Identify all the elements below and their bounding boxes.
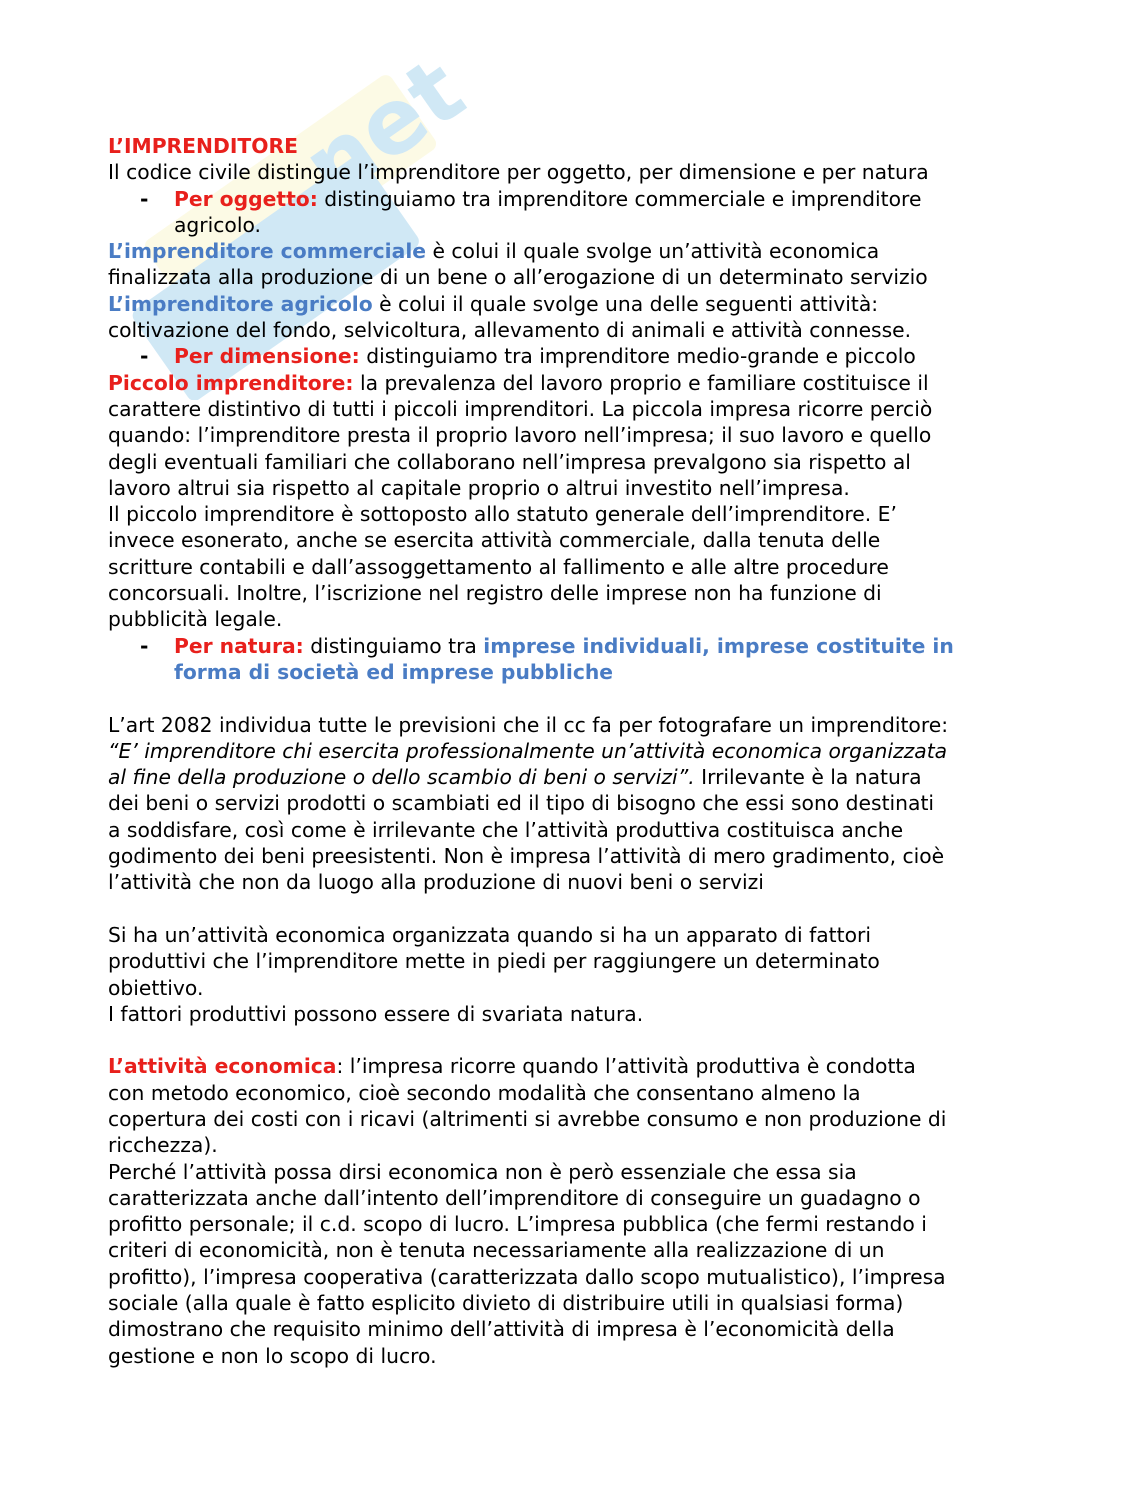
bullet-natura [108,633,1048,659]
paragraph-line: Perché l’attività possa dirsi economica non è però essenziale che essa sia [108,1159,857,1184]
agricolo-label: L’imprenditore agricolo [108,291,373,316]
paragraph-line: dei beni o servizi prodotti o scambiati ed il tipo di bisogno che essi sono destinati [108,791,935,816]
dimensione-label: Per dimensione: [174,344,360,369]
paragraph-line: dimostrano che requisito minimo dell’attività di impresa è l’economicità della [108,1317,895,1342]
economica-text: : l’impresa ricorre quando l’attività produttiva è condotta [336,1054,916,1079]
agricolo-text-cont: coltivazione del fondo, selvicoltura, allevamento di animali e attività connesse. [108,318,912,343]
dimensione-text: distinguiamo tra imprenditore medio-grande e piccolo [359,344,916,369]
natura-types-cont: forma di società ed imprese pubbliche [174,659,614,684]
page-title: L’IMPRENDITORE [108,134,298,158]
paragraph-line: criteri di economicità, non è tenuta necessariamente alla realizzazione di un [108,1238,885,1263]
paragraph-line: con metodo economico, cioè secondo modalità che consentano almeno la [108,1080,861,1105]
oggetto-text: distinguiamo tra imprenditore commerciale e imprenditore [317,186,922,211]
paragraph-line: quando: l’imprenditore presta il proprio lavoro nell’impresa; il suo lavoro e quello [108,423,932,448]
commerciale-text-cont: finalizzata alla produzione di un bene o all’erogazione di un determinato servizio [108,265,928,290]
piccolo-text: la prevalenza del lavoro proprio e familiare costituisce il [353,370,929,395]
commerciale-text: è colui il quale svolge un’attività economica [426,239,880,264]
paragraph-line: gestione e non lo scopo di lucro. [108,1343,437,1368]
paragraph-line: a soddisfare, così come è irrilevante che l’attività produttiva costituisca anche [108,817,904,842]
bullet-dash: - [140,186,149,211]
paragraph-line: carattere distintivo di tutti i piccoli imprenditori. La piccola impresa ricorre perciò [108,396,933,421]
paragraph-line: profitto), l’impresa cooperativa (caratterizzata dallo scopo mutualistico), l’impresa [108,1264,946,1289]
agricolo-text: è colui il quale svolge una delle seguenti attività: [372,291,879,316]
art2082-intro: L’art 2082 individua tutte le previsioni che il cc fa per fotografare un imprenditore: [108,712,949,737]
oggetto-label: Per oggetto: [174,186,318,211]
watermark-text: net [284,37,483,221]
paragraph-line: Si ha un’attività economica organizzata quando si ha un apparato di fattori [108,922,871,947]
intro-line: Il codice civile distingue l’imprenditore per oggetto, per dimensione e per natura [108,160,929,185]
paragraph-line: godimento dei beni preesistenti. Non è impresa l’attività di mero gradimento, cioè [108,844,945,869]
economica-label: L’attività economica [108,1054,337,1079]
piccolo-label: Piccolo imprenditore: [108,370,354,395]
paragraph-line: degli eventuali familiari che collaborano nell’impresa prevalgono sia rispetto al [108,449,911,474]
paragraph-line: profitto personale; il c.d. scopo di lucro. L’impresa pubblica (che fermi restando i [108,1212,927,1237]
paragraph-line: lavoro altrui sia rispetto al capitale proprio o altrui investito nell’impresa. [108,475,850,500]
bullet-oggetto [108,186,1048,212]
paragraph-line: Il piccolo imprenditore è sottoposto allo statuto generale dell’imprenditore. E’ [108,502,897,527]
natura-text: distinguiamo tra [303,633,484,658]
paragraph-line: invece esonerato, anche se esercita attività commerciale, dalla tenuta delle [108,528,881,553]
paragraph-line: scritture contabili e dall’assoggettamento al fallimento e alle altre procedure [108,554,889,579]
art2082-quote-cont: al fine della produzione o dello scambio di beni o servizi”. [108,765,695,790]
bullet-dimensione [108,343,1048,369]
bullet-dash: - [140,344,149,369]
paragraph-line: l’attività che non da luogo alla produzione di nuovi beni o servizi [108,870,764,895]
commerciale-label: L’imprenditore commerciale [108,239,427,264]
oggetto-text-cont: agricolo. [174,212,261,237]
paragraph-line: I fattori produttivi possono essere di svariata natura. [108,1001,644,1026]
art2082-after-quote: Irrilevante è la natura [694,765,922,790]
paragraph-line: produttivi che l’imprenditore mette in piedi per raggiungere un determinato [108,949,880,974]
paragraph-line: obiettivo. [108,975,204,1000]
paragraph-line: concorsuali. Inoltre, l’iscrizione nel registro delle imprese non ha funzione di [108,581,882,606]
paragraph-line: sociale (alla quale è fatto esplicito divieto di distribuire utili in qualsiasi forma) [108,1291,904,1316]
natura-types: imprese individuali, imprese costituite in [483,633,954,658]
bullet-dash: - [140,633,149,658]
paragraph-line: pubblicità legale. [108,607,283,632]
natura-label: Per natura: [174,633,304,658]
paragraph-line: caratterizzata anche dall’intento dell’imprenditore di conseguire un guadagno o [108,1185,921,1210]
document-body [108,133,1048,1369]
paragraph-line: ricchezza). [108,1133,218,1158]
art2082-quote: “E’ imprenditore chi esercita professionalmente un’attività economica organizzata [108,738,948,763]
paragraph-line: copertura dei costi con i ricavi (altrimenti si avrebbe consumo e non produzione di [108,1106,947,1131]
